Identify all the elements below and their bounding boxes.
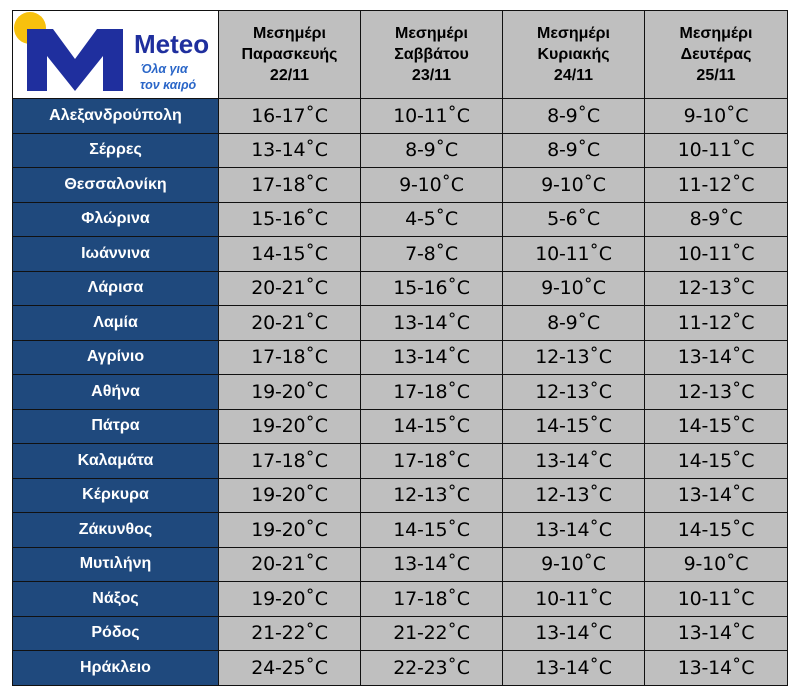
temperature-cell: 11-12˚C: [645, 306, 788, 341]
temperature-cell: 22-23˚C: [361, 651, 503, 686]
table-row: [13, 99, 788, 134]
day-header-1: [361, 11, 503, 99]
table-row: [13, 340, 788, 375]
table-row: [13, 409, 788, 444]
table-row: [13, 616, 788, 651]
temperature-cell: 17-18˚C: [361, 375, 503, 410]
forecast-rows: [13, 99, 788, 686]
day-header-name: Παρασκευής: [241, 46, 338, 63]
temperature-cell: 13-14˚C: [503, 616, 645, 651]
temperature-cell: 7-8˚C: [361, 237, 503, 272]
table-row: [13, 582, 788, 617]
city-name: Λάρισα: [13, 271, 219, 306]
table-row: [13, 547, 788, 582]
temperature-cell: 8-9˚C: [361, 133, 503, 168]
temperature-cell: 12-13˚C: [503, 375, 645, 410]
city-name: Πάτρα: [13, 409, 219, 444]
day-header-name: Δευτέρας: [680, 46, 752, 63]
temperature-cell: 19-20˚C: [219, 409, 361, 444]
day-header-2: [503, 11, 645, 99]
day-header-label: Μεσημέρι: [395, 25, 468, 42]
day-header-date: 22/11: [269, 67, 310, 84]
temperature-cell: 21-22˚C: [219, 616, 361, 651]
temperature-cell: 13-14˚C: [645, 340, 788, 375]
temperature-cell: 24-25˚C: [219, 651, 361, 686]
day-header-date: 23/11: [411, 67, 452, 84]
day-header-3: [645, 11, 788, 99]
temperature-cell: 13-14˚C: [503, 444, 645, 479]
temperature-cell: 12-13˚C: [361, 478, 503, 513]
temperature-cell: 14-15˚C: [361, 409, 503, 444]
temperature-cell: 9-10˚C: [361, 168, 503, 203]
city-name: Σέρρες: [13, 133, 219, 168]
city-name: Ιωάννινα: [13, 237, 219, 272]
temperature-cell: 10-11˚C: [645, 582, 788, 617]
temperature-cell: 20-21˚C: [219, 306, 361, 341]
temperature-cell: 21-22˚C: [361, 616, 503, 651]
table-row: [13, 168, 788, 203]
temperature-cell: 17-18˚C: [219, 444, 361, 479]
tagline-line-2: τον καιρό: [140, 78, 197, 92]
temperature-cell: 14-15˚C: [361, 513, 503, 548]
temperature-cell: 9-10˚C: [645, 547, 788, 582]
brand-text: Meteo: [134, 29, 210, 59]
temperature-cell: 8-9˚C: [503, 99, 645, 134]
temperature-cell: 13-14˚C: [361, 306, 503, 341]
table-row: [13, 651, 788, 686]
temperature-cell: 14-15˚C: [645, 444, 788, 479]
table-row: [13, 444, 788, 479]
temperature-cell: 13-14˚C: [645, 651, 788, 686]
city-name: Αλεξανδρούπολη: [13, 99, 219, 134]
temperature-cell: 12-13˚C: [503, 340, 645, 375]
day-header-date: 25/11: [696, 67, 736, 84]
temperature-cell: 9-10˚C: [645, 99, 788, 134]
city-name: Ηράκλειο: [13, 651, 219, 686]
temperature-cell: 10-11˚C: [503, 582, 645, 617]
temperature-cell: 17-18˚C: [361, 444, 503, 479]
temperature-cell: 14-15˚C: [503, 409, 645, 444]
logo-cell: [13, 11, 219, 99]
tagline-line-1: Όλα για: [141, 62, 188, 76]
day-header-0: [219, 11, 361, 99]
temperature-cell: 10-11˚C: [503, 237, 645, 272]
city-name: Ρόδος: [13, 616, 219, 651]
temperature-cell: 9-10˚C: [503, 547, 645, 582]
temperature-cell: 20-21˚C: [219, 547, 361, 582]
table-row: [13, 202, 788, 237]
day-header-label: Μεσημέρι: [679, 25, 753, 42]
temperature-cell: 17-18˚C: [361, 582, 503, 617]
city-name: Θεσσαλονίκη: [13, 168, 219, 203]
day-header-name: Κυριακής: [537, 46, 610, 63]
day-header-date: 24/11: [553, 67, 594, 84]
temperature-cell: 12-13˚C: [503, 478, 645, 513]
temperature-cell: 12-13˚C: [645, 375, 788, 410]
temperature-cell: 19-20˚C: [219, 513, 361, 548]
city-name: Αθήνα: [13, 375, 219, 410]
city-name: Φλώρινα: [13, 202, 219, 237]
table-row: [13, 271, 788, 306]
city-name: Καλαμάτα: [13, 444, 219, 479]
temperature-cell: 13-14˚C: [219, 133, 361, 168]
forecast-sheet: [12, 10, 787, 686]
temperature-cell: 12-13˚C: [645, 271, 788, 306]
temperature-cell: 10-11˚C: [645, 133, 788, 168]
meteo-logo: [13, 11, 219, 99]
forecast-table: [12, 10, 788, 686]
temperature-cell: 13-14˚C: [503, 513, 645, 548]
temperature-cell: 5-6˚C: [503, 202, 645, 237]
temperature-cell: 17-18˚C: [219, 340, 361, 375]
temperature-cell: 13-14˚C: [645, 478, 788, 513]
city-name: Ζάκυνθος: [13, 513, 219, 548]
temperature-cell: 19-20˚C: [219, 478, 361, 513]
temperature-cell: 11-12˚C: [645, 168, 788, 203]
city-name: Κέρκυρα: [13, 478, 219, 513]
temperature-cell: 13-14˚C: [503, 651, 645, 686]
city-name: Αγρίνιο: [13, 340, 219, 375]
temperature-cell: 13-14˚C: [361, 547, 503, 582]
temperature-cell: 10-11˚C: [645, 237, 788, 272]
temperature-cell: 9-10˚C: [503, 168, 645, 203]
temperature-cell: 9-10˚C: [503, 271, 645, 306]
temperature-cell: 13-14˚C: [361, 340, 503, 375]
temperature-cell: 16-17˚C: [219, 99, 361, 134]
table-row: [13, 133, 788, 168]
city-name: Μυτιλήνη: [13, 547, 219, 582]
temperature-cell: 8-9˚C: [503, 133, 645, 168]
table-row: [13, 478, 788, 513]
table-row: [13, 306, 788, 341]
day-header-name: Σαββάτου: [394, 46, 469, 63]
day-header-label: Μεσημέρι: [253, 25, 326, 42]
temperature-cell: 13-14˚C: [645, 616, 788, 651]
table-row: [13, 513, 788, 548]
temperature-cell: 10-11˚C: [361, 99, 503, 134]
temperature-cell: 19-20˚C: [219, 375, 361, 410]
table-row: [13, 237, 788, 272]
city-name: Λαμία: [13, 306, 219, 341]
temperature-cell: 4-5˚C: [361, 202, 503, 237]
m-letter-icon: [27, 29, 123, 91]
temperature-cell: 17-18˚C: [219, 168, 361, 203]
temperature-cell: 8-9˚C: [503, 306, 645, 341]
header-row: [13, 11, 788, 99]
day-header-label: Μεσημέρι: [537, 25, 610, 42]
table-row: [13, 375, 788, 410]
temperature-cell: 15-16˚C: [219, 202, 361, 237]
temperature-cell: 14-15˚C: [645, 409, 788, 444]
temperature-cell: 14-15˚C: [219, 237, 361, 272]
temperature-cell: 19-20˚C: [219, 582, 361, 617]
temperature-cell: 8-9˚C: [645, 202, 788, 237]
temperature-cell: 15-16˚C: [361, 271, 503, 306]
temperature-cell: 20-21˚C: [219, 271, 361, 306]
temperature-cell: 14-15˚C: [645, 513, 788, 548]
city-name: Νάξος: [13, 582, 219, 617]
